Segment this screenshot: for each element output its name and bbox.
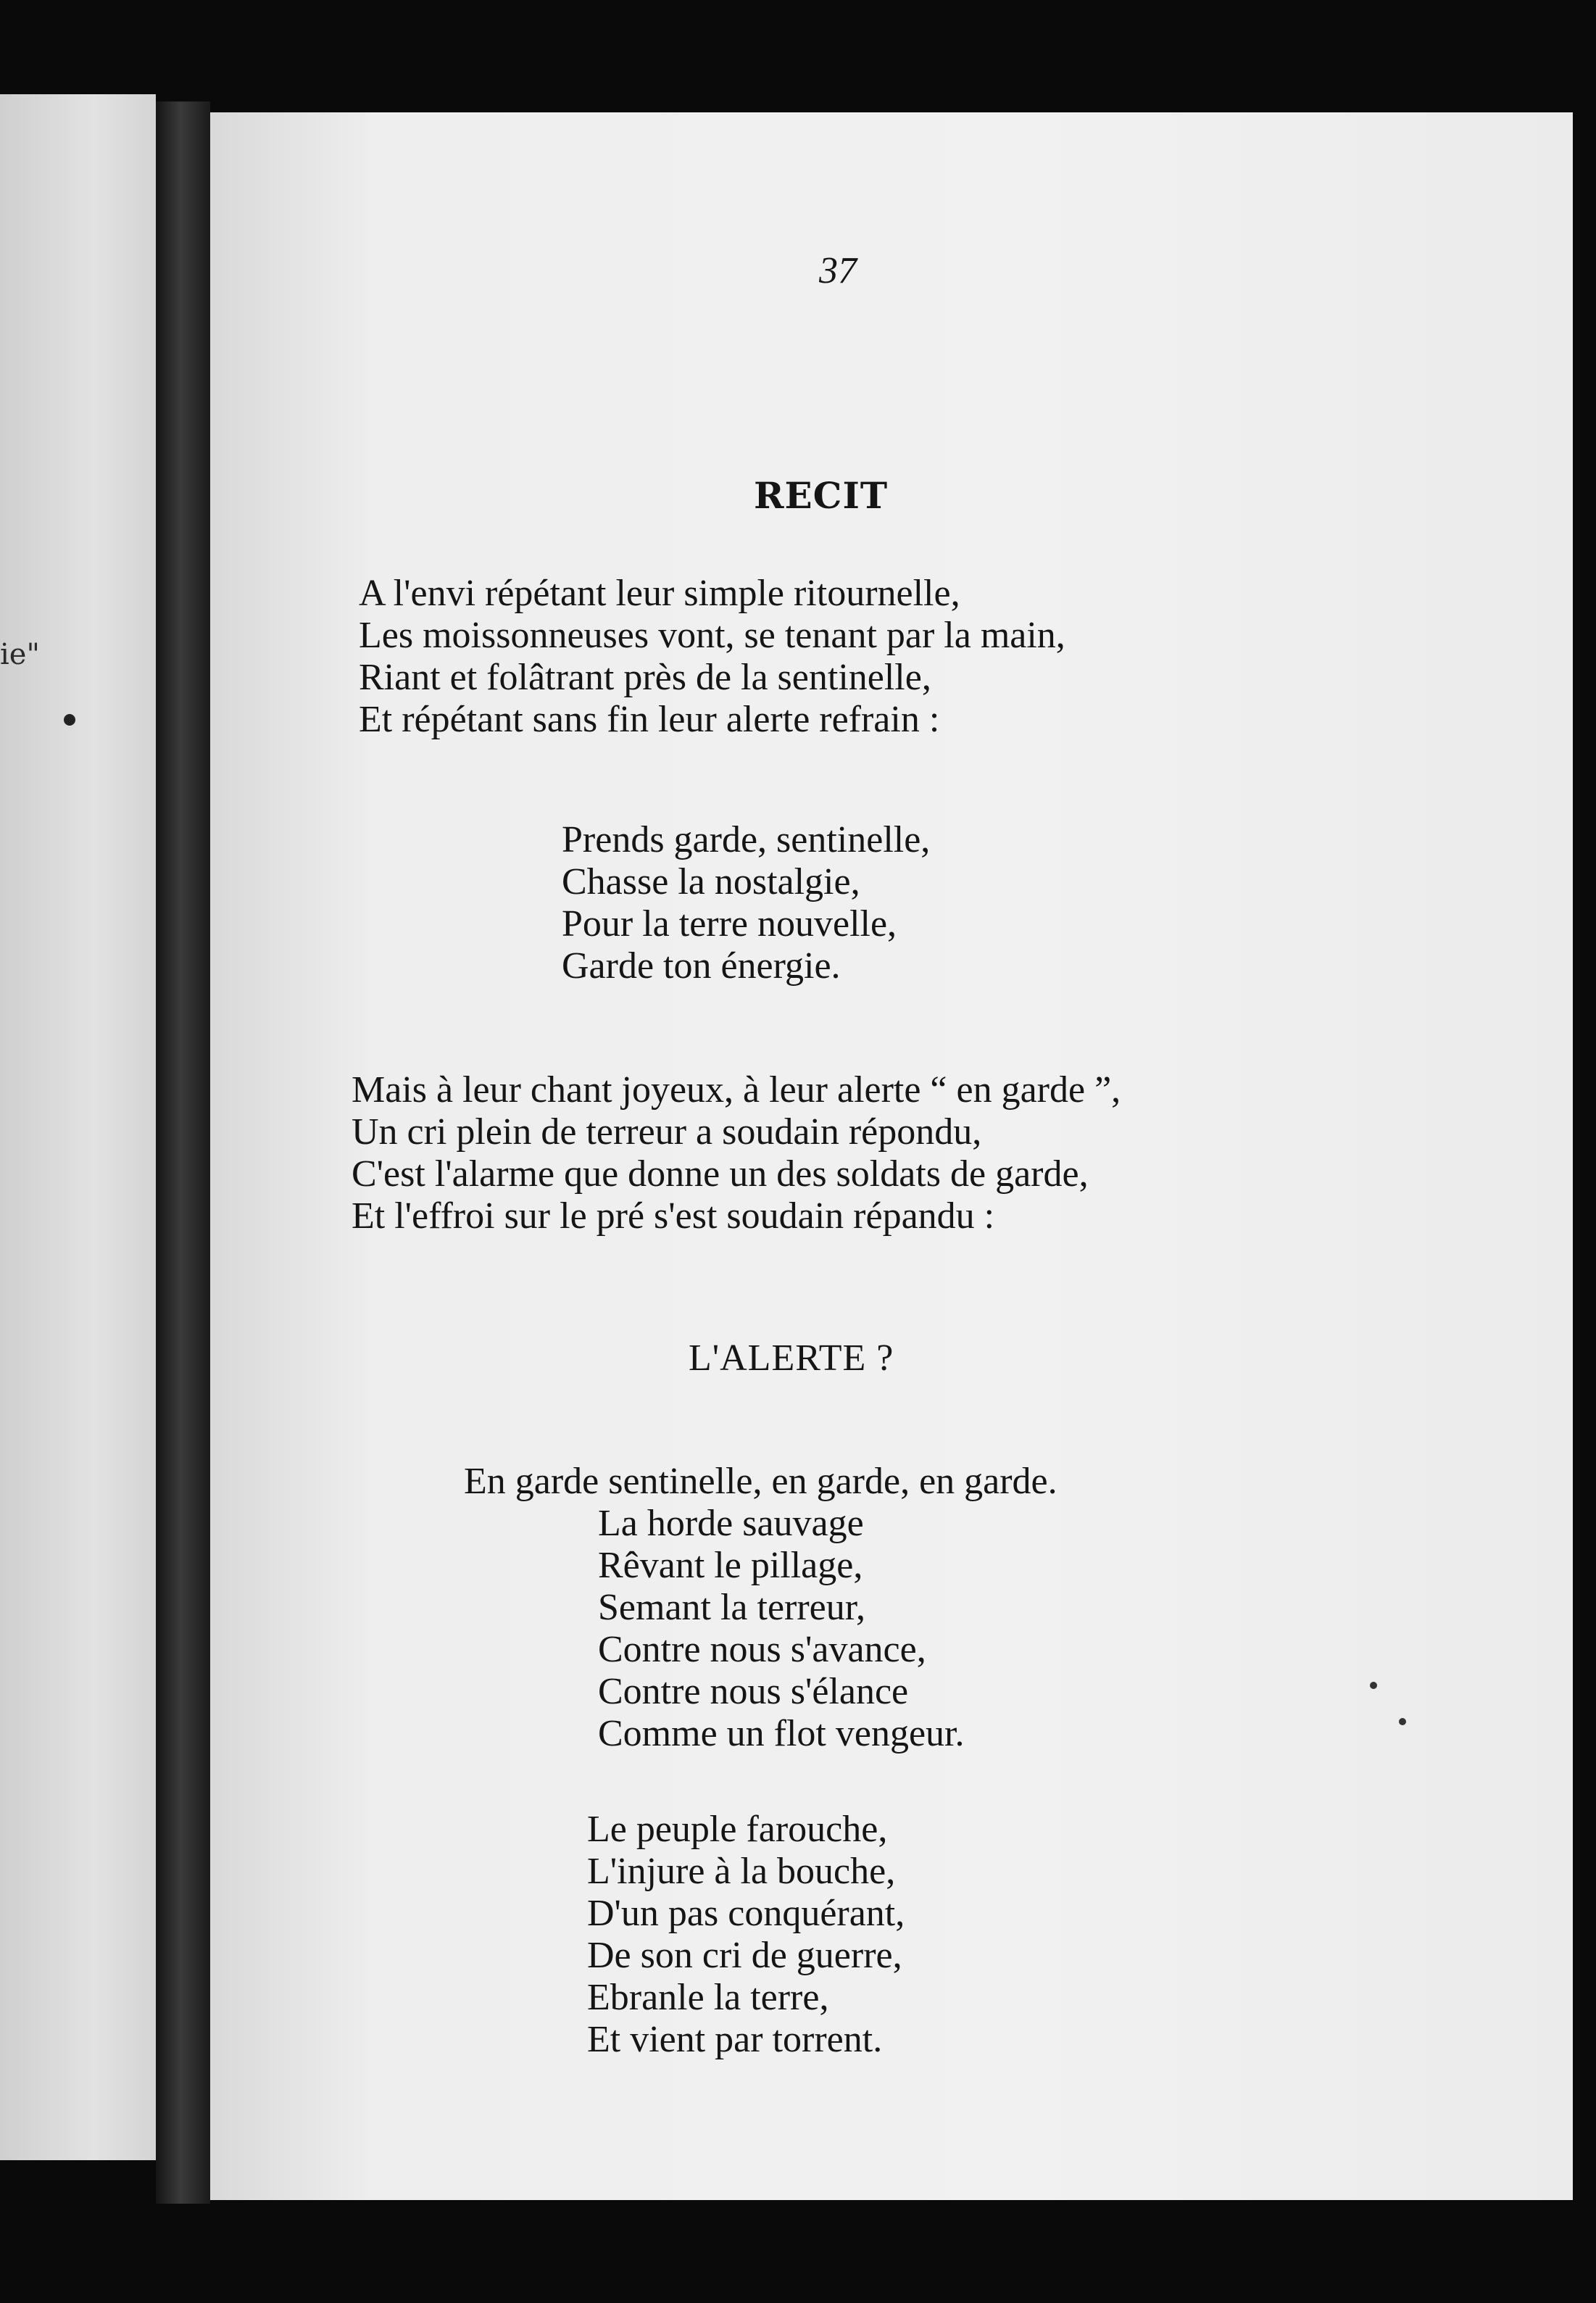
poem-title: RECIT — [754, 474, 889, 517]
verse-line: Riant et folâtrant près de la sentinelle, — [359, 657, 931, 698]
verse-line: De son cri de guerre, — [587, 1935, 902, 1976]
verse-line: La horde sauvage — [598, 1503, 864, 1544]
verse-line: Mais à leur chant joyeux, à leur alerte “ en garde ”, — [352, 1069, 1121, 1111]
stanza-4 — [587, 1809, 905, 2061]
ink-speck — [64, 714, 75, 726]
call-line: En garde sentinelle, en garde, en garde. — [464, 1461, 1057, 1502]
stanza-3 — [598, 1503, 964, 1755]
verse-line: Et vient par torrent. — [587, 2019, 883, 2060]
verse-line: D'un pas conquérant, — [587, 1893, 905, 1934]
left-page-fragment: ie" — [0, 638, 40, 671]
refrain-stanza — [562, 819, 930, 987]
verse-line: Comme un flot vengeur. — [598, 1713, 965, 1754]
verse-line: Ebranle la terre, — [587, 1977, 829, 2018]
verse-line: Prends garde, sentinelle, — [562, 819, 931, 860]
verse-line: Un cri plein de terreur a soudain répondu, — [352, 1111, 982, 1153]
verse-line: Contre nous s'avance, — [598, 1629, 926, 1670]
verse-line: Le peuple farouche, — [587, 1809, 888, 1850]
ink-speck — [1399, 1718, 1406, 1725]
verse-line: A l'envi répétant leur simple ritournelle, — [359, 573, 960, 614]
verse-line: Chasse la nostalgie, — [562, 861, 860, 902]
ink-speck — [1370, 1682, 1377, 1689]
verse-line: Semant la terreur, — [598, 1587, 865, 1628]
verse-line: Les moissonneuses vont, se tenant par la main, — [359, 615, 1065, 656]
verse-line: C'est l'alarme que donne un des soldats de garde, — [352, 1153, 1089, 1195]
verse-line: Et répétant sans fin leur alerte refrain : — [359, 699, 940, 740]
verse-line: Contre nous s'élance — [598, 1671, 909, 1712]
verse-line: Garde ton énergie. — [562, 945, 841, 987]
book-page — [210, 112, 1573, 2200]
verse-line: Pour la terre nouvelle, — [562, 903, 897, 945]
book-gutter — [156, 101, 210, 2204]
page-number: 37 — [819, 250, 857, 291]
section-heading: L'ALERTE ? — [689, 1337, 894, 1379]
left-page-edge — [0, 94, 156, 2160]
verse-line: L'injure à la bouche, — [587, 1851, 896, 1892]
stanza-1 — [359, 573, 1065, 741]
verse-line: Rêvant le pillage, — [598, 1545, 863, 1586]
verse-line: Et l'effroi sur le pré s'est soudain répandu : — [352, 1195, 995, 1237]
stanza-2 — [352, 1069, 1121, 1237]
